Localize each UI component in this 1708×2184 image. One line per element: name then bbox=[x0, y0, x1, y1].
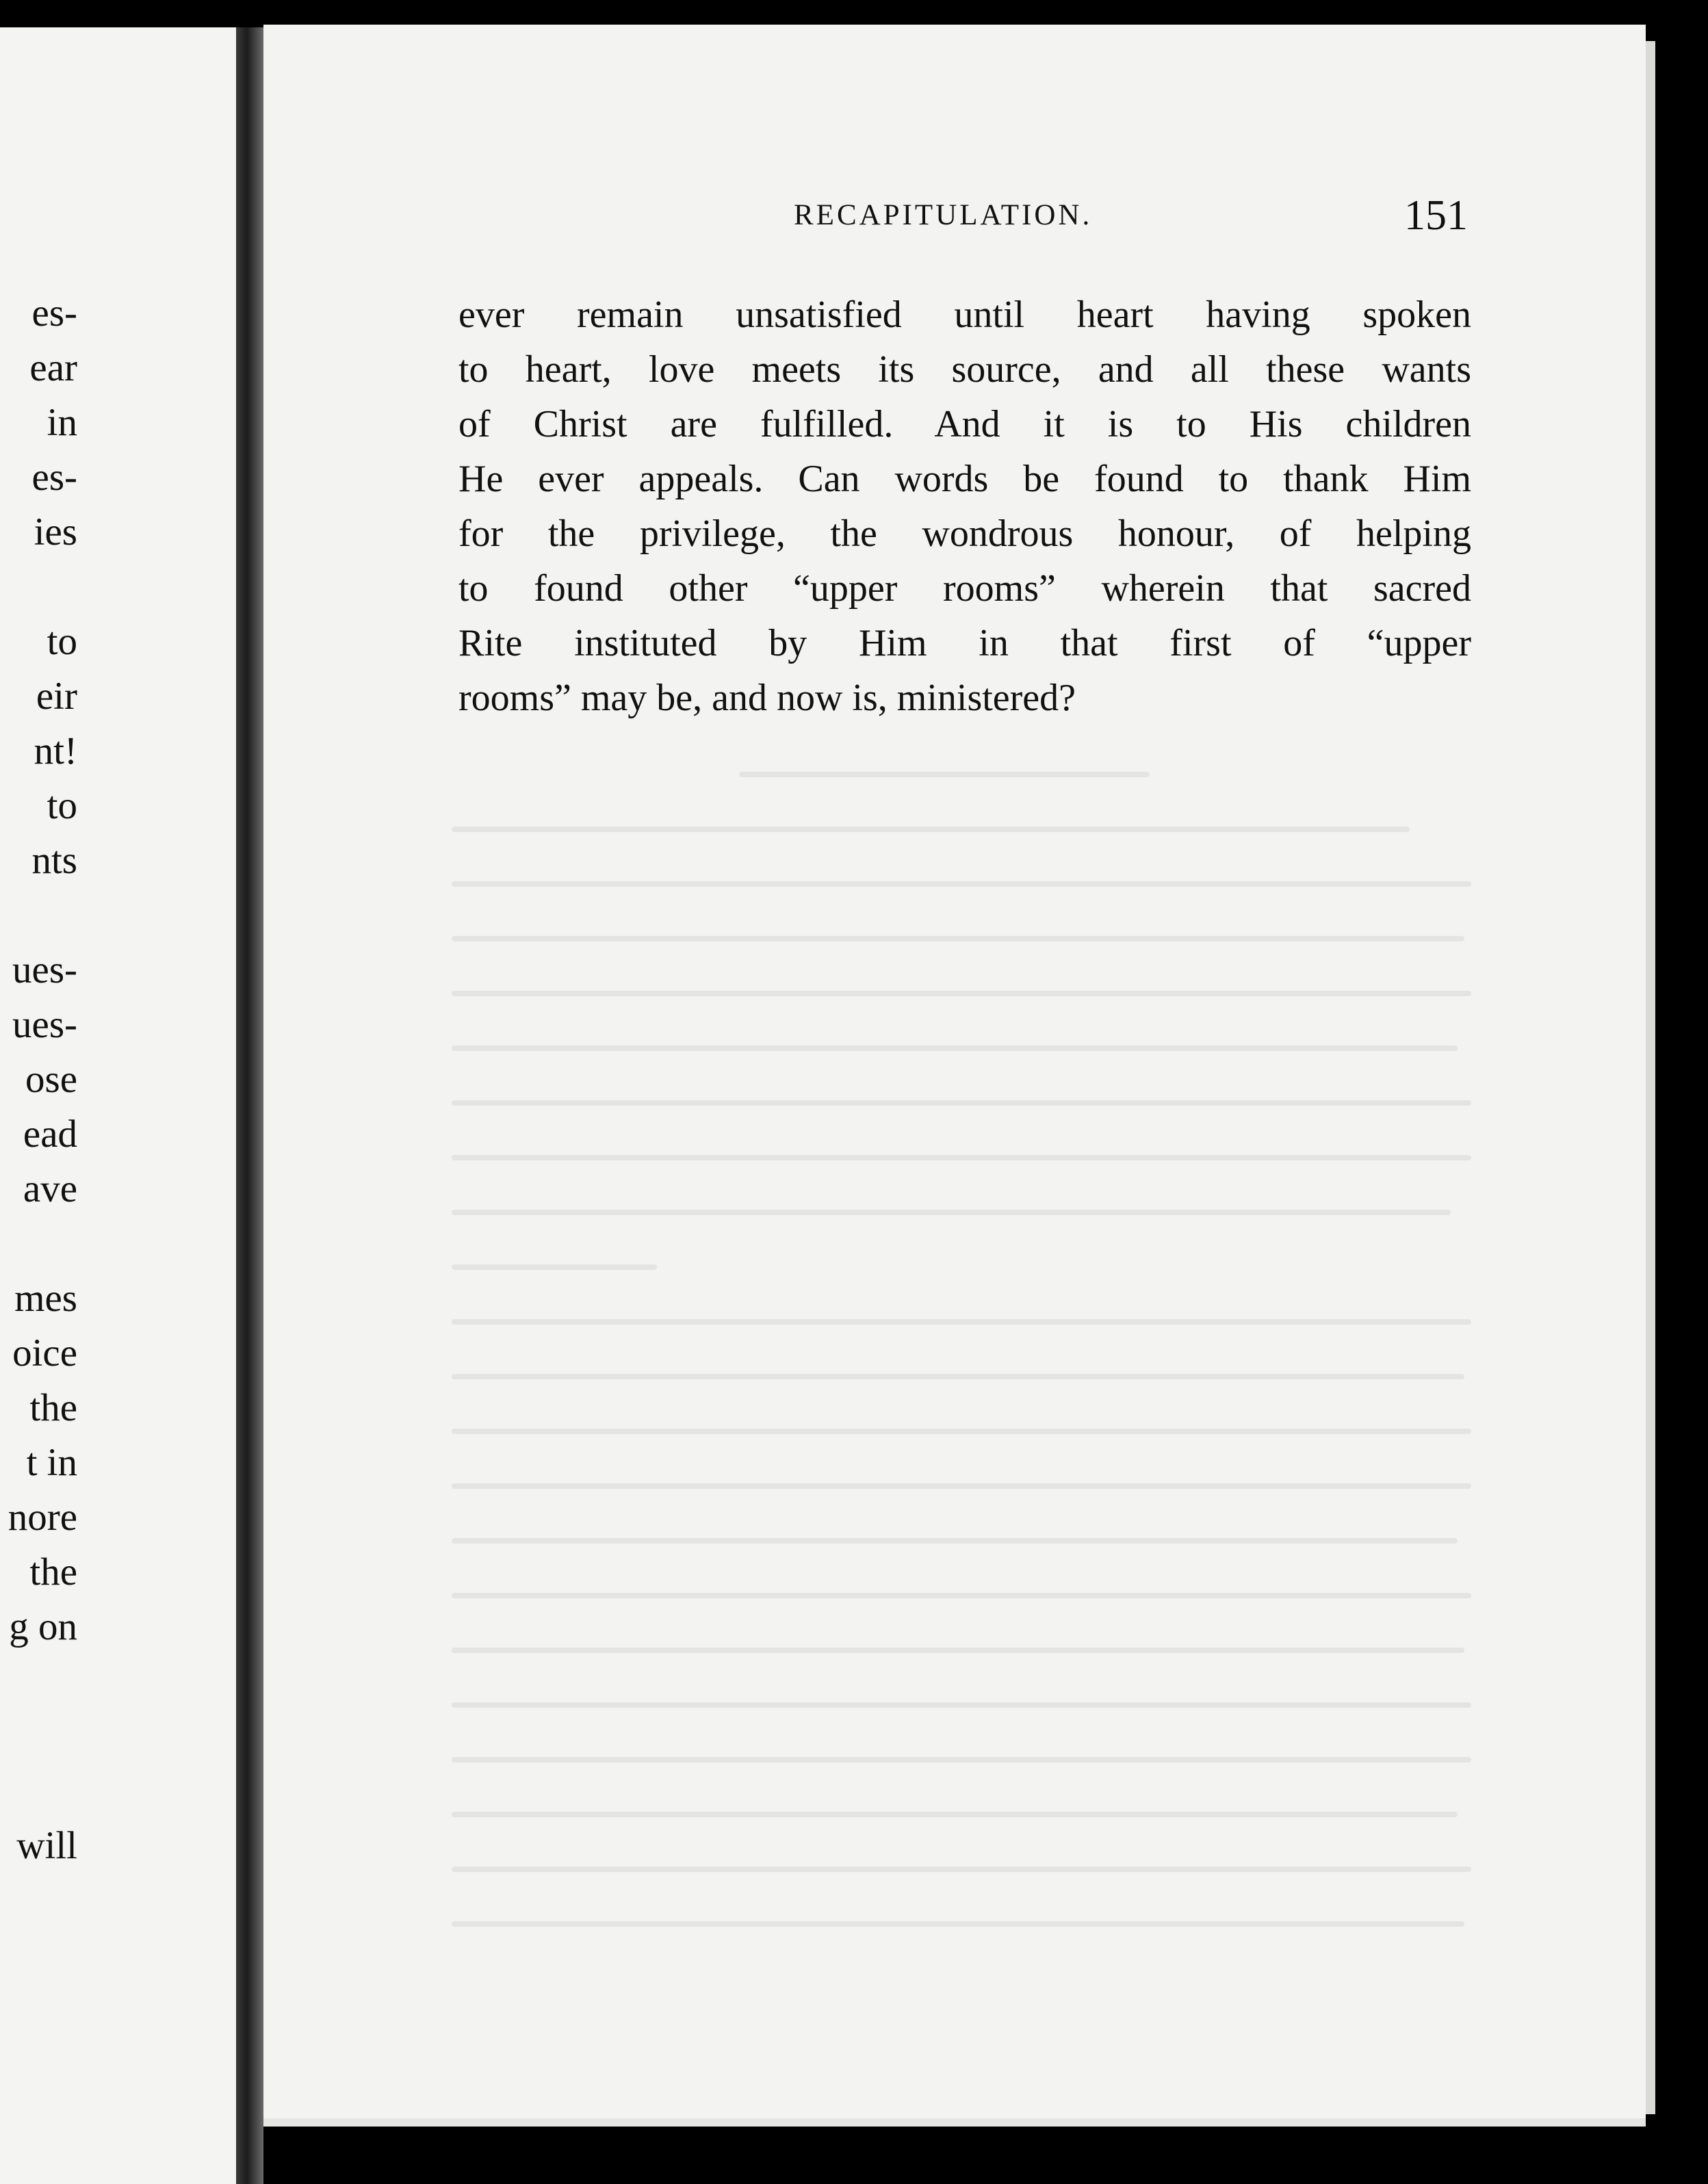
show-through-line bbox=[452, 1184, 1471, 1238]
show-through-line bbox=[452, 1512, 1471, 1567]
fragment-line: ues- bbox=[12, 948, 77, 991]
fragment-line: will bbox=[16, 1824, 77, 1867]
show-through-line bbox=[452, 1841, 1471, 1895]
fragment-line: ose bbox=[25, 1058, 77, 1101]
text-line: Rite instituted by Him in that first of “upper bbox=[458, 622, 1471, 664]
text-line: to found other “upper rooms” wherein that sacred bbox=[458, 567, 1471, 610]
text-line: of Christ are fulfilled. And it is to His children bbox=[458, 403, 1471, 445]
fragment-line: ead bbox=[23, 1113, 77, 1156]
show-through-line bbox=[452, 1129, 1471, 1184]
fragment-line: es- bbox=[31, 456, 77, 499]
show-through-line bbox=[452, 1786, 1471, 1841]
fragment-line: ies bbox=[34, 510, 77, 554]
show-through-line bbox=[452, 1731, 1471, 1786]
page-stack-edge bbox=[1646, 41, 1655, 2114]
fragment-line: es- bbox=[31, 291, 77, 335]
fragment-line: g on bbox=[9, 1605, 77, 1648]
page-number: 151 bbox=[1404, 192, 1468, 239]
fragment-line: oice bbox=[12, 1331, 77, 1375]
text-line: ever remain unsatisfied until heart having spoken bbox=[458, 294, 1471, 336]
show-through-line bbox=[452, 855, 1471, 910]
show-through-line bbox=[452, 1403, 1471, 1457]
body-paragraph bbox=[458, 287, 1471, 725]
show-through-line bbox=[452, 910, 1471, 965]
show-through-line bbox=[452, 1348, 1471, 1403]
show-through-line bbox=[452, 1622, 1471, 1676]
show-through-line bbox=[452, 1895, 1471, 1950]
show-through-line bbox=[452, 1567, 1471, 1622]
show-through-text bbox=[452, 746, 1471, 1950]
show-through-line bbox=[452, 801, 1471, 855]
text-line: He ever appeals. Can words be found to thank Him bbox=[458, 458, 1471, 500]
fragment-line: eir bbox=[36, 675, 77, 718]
fragment-line: t in bbox=[26, 1441, 77, 1484]
text-line: rooms” may be, and now is, ministered? bbox=[458, 677, 1076, 719]
show-through-line bbox=[452, 1019, 1471, 1074]
fragment-line: nore bbox=[8, 1496, 77, 1539]
show-through-line bbox=[452, 1457, 1471, 1512]
fragment-line: the bbox=[29, 1550, 77, 1594]
show-through-line bbox=[452, 965, 1471, 1019]
show-through-line bbox=[452, 1676, 1471, 1731]
fragment-line: to bbox=[47, 620, 77, 663]
show-through-line bbox=[452, 1293, 1471, 1348]
fragment-line: nts bbox=[31, 839, 77, 882]
fragment-line: ues- bbox=[12, 1003, 77, 1046]
text-line: for the privilege, the wondrous honour, of helping bbox=[458, 512, 1471, 555]
previous-page-edge bbox=[0, 27, 236, 2184]
fragment-line: nt! bbox=[34, 729, 77, 772]
book-gutter bbox=[236, 27, 263, 2184]
show-through-line bbox=[452, 1074, 1471, 1129]
show-through-line bbox=[452, 746, 1471, 801]
running-head: RECAPITULATION. bbox=[794, 199, 1093, 231]
fragment-line: in bbox=[47, 401, 77, 444]
fragment-line: ave bbox=[23, 1167, 77, 1210]
fragment-line: the bbox=[29, 1386, 77, 1429]
text-line: to heart, love meets its source, and all these wants bbox=[458, 348, 1471, 391]
fragment-line: ear bbox=[29, 346, 77, 389]
fragment-line: to bbox=[47, 784, 77, 827]
show-through-line bbox=[452, 1238, 1471, 1293]
fragment-line: mes bbox=[14, 1277, 77, 1320]
